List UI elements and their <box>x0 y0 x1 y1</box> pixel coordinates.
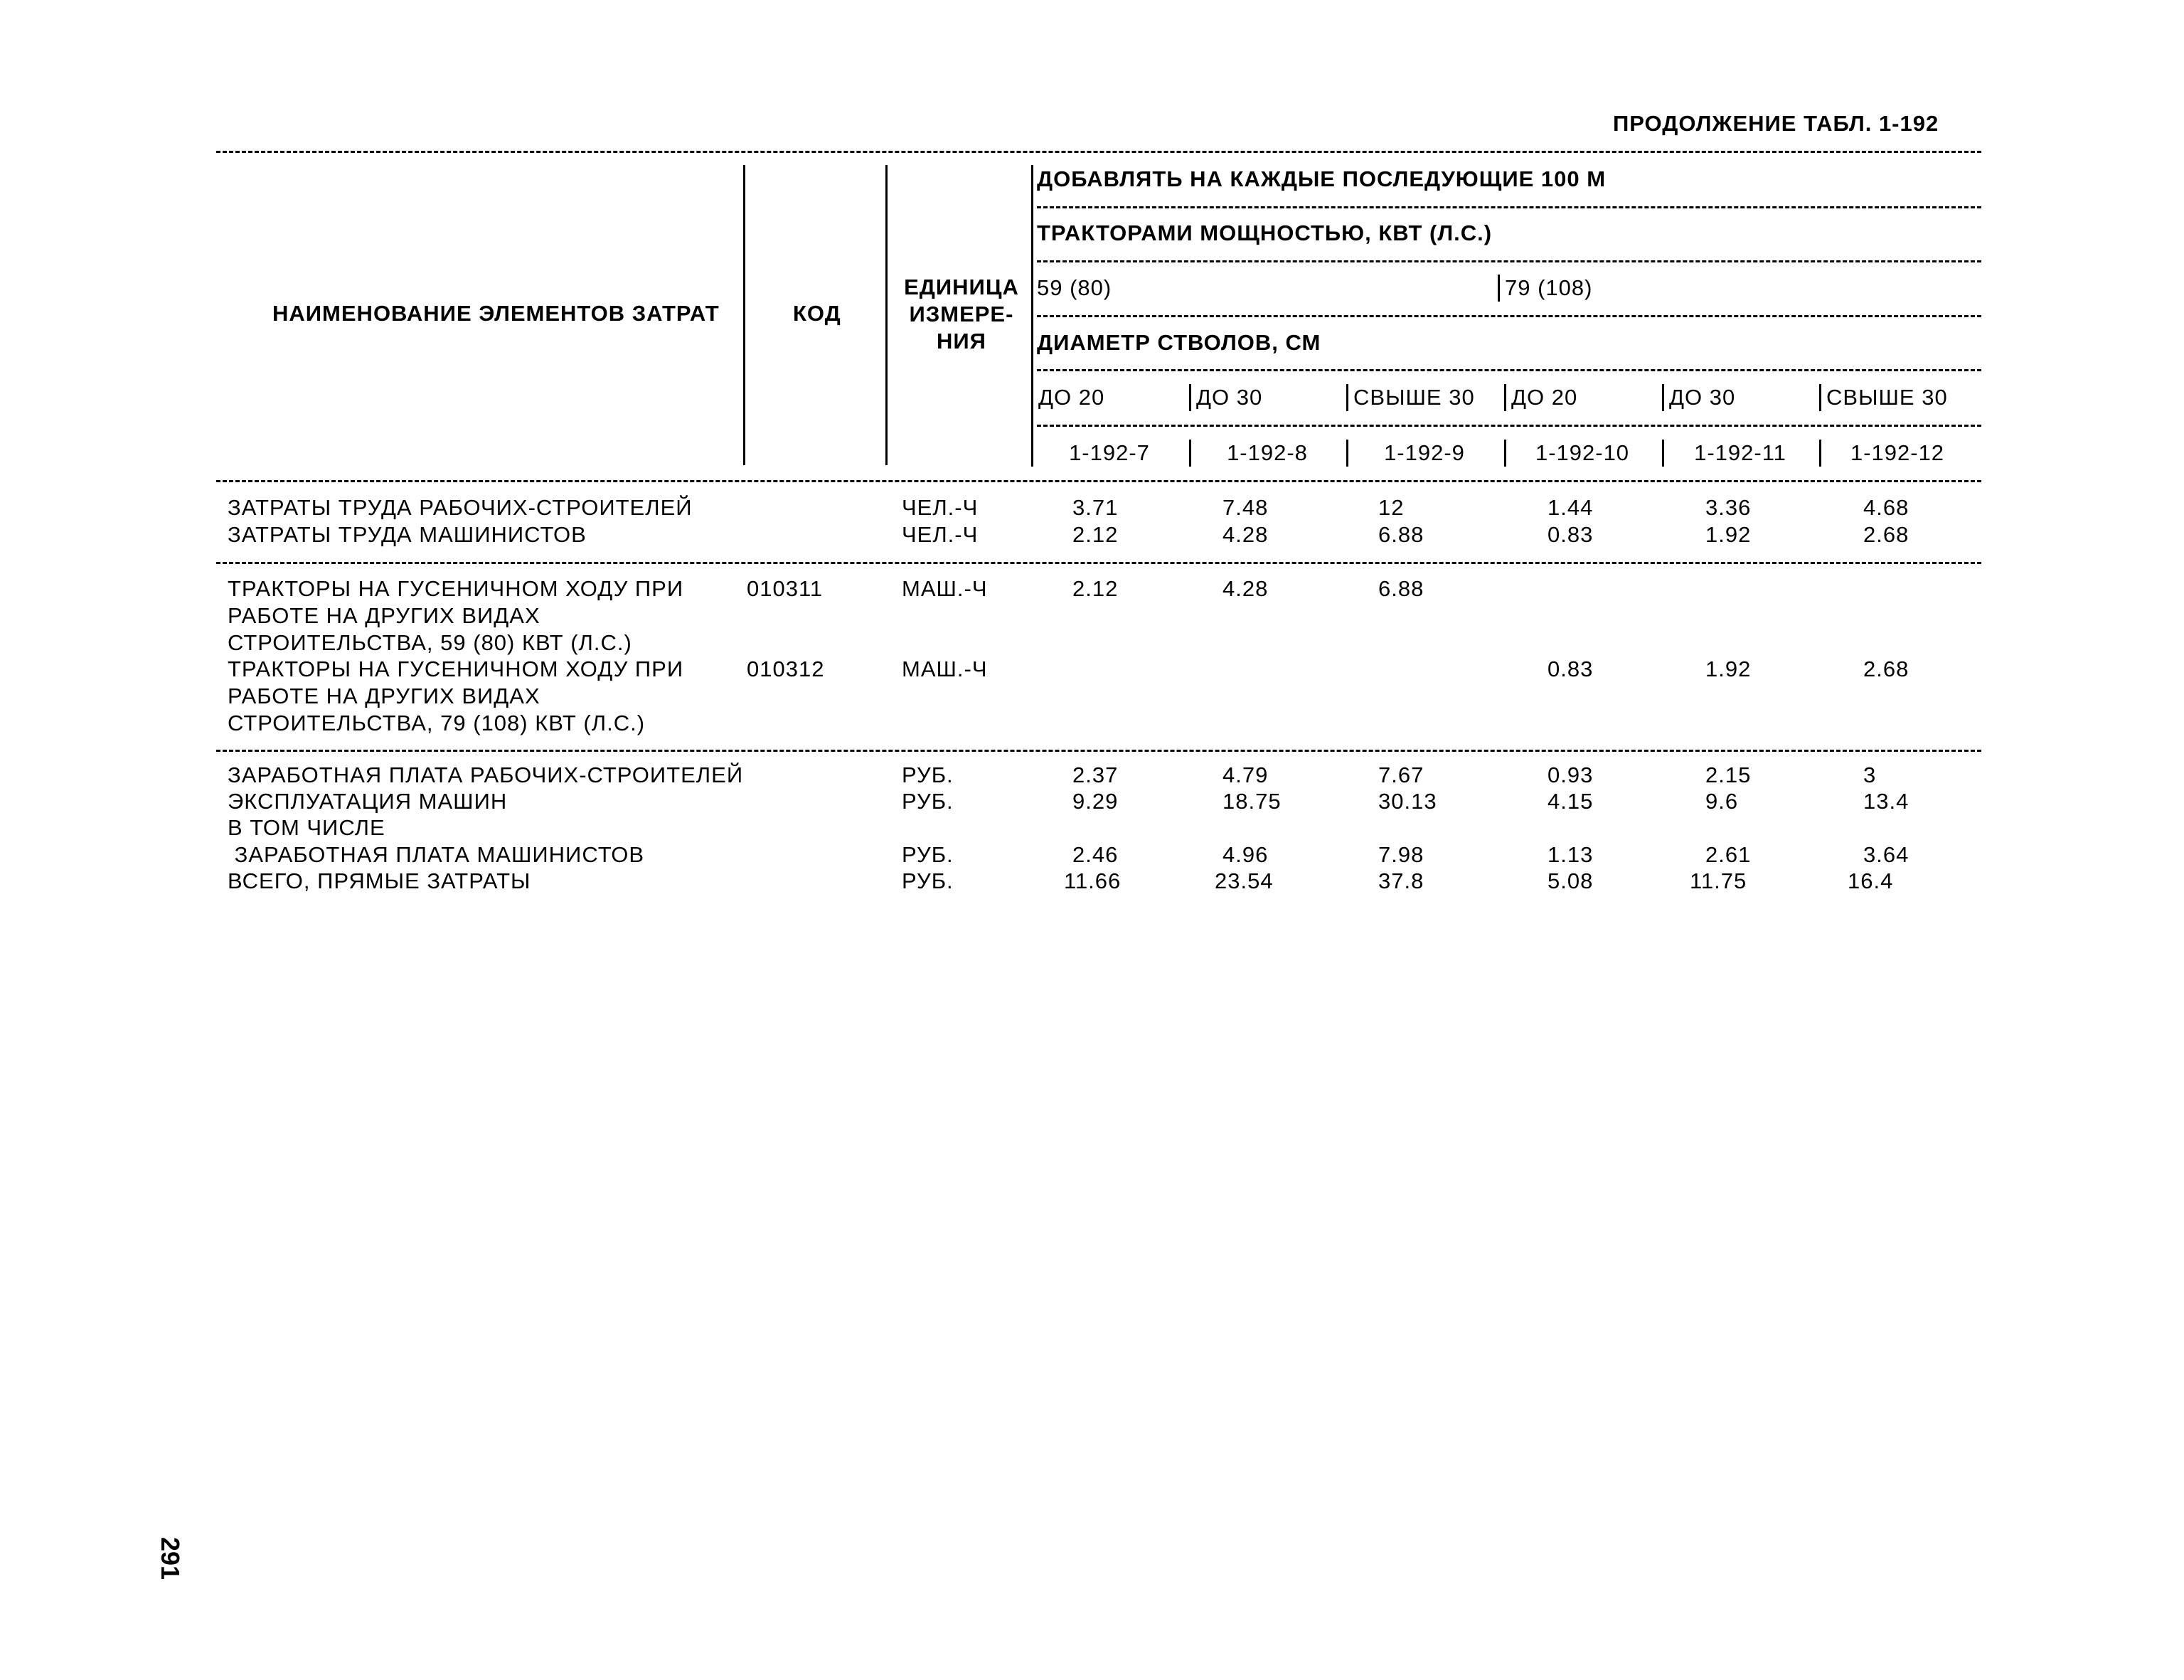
row-value: 11.66 <box>1064 868 1122 893</box>
row-value: 1.92 <box>1705 522 1752 547</box>
column-header-unit-line2: ИЗМЕРЕ- <box>909 302 1014 326</box>
row-value: 7.67 <box>1378 762 1424 787</box>
column-header-unit-line1: ЕДИНИЦА <box>904 275 1019 299</box>
rate-code-6: 1-192-12 <box>1850 440 1945 465</box>
row-name: ВСЕГО, ПРЯМЫЕ ЗАТРАТЫ <box>228 868 531 893</box>
row-value: 3.64 <box>1863 842 1909 867</box>
diam-label-3: СВЫШЕ 30 <box>1353 385 1475 410</box>
column-header-name: НАИМЕНОВАНИЕ ЭЛЕМЕНТОВ ЗАТРАТ <box>272 301 720 326</box>
row-value: 1.44 <box>1548 495 1594 520</box>
row-unit: МАШ.-Ч <box>902 656 988 681</box>
diam-label-6: СВЫШЕ 30 <box>1826 385 1948 410</box>
diam-label-4: ДО 20 <box>1511 385 1578 410</box>
row-value: 2.68 <box>1863 656 1909 681</box>
header-separator-name-code <box>743 165 745 465</box>
row-value: 1.13 <box>1548 842 1594 867</box>
power-label-59: 59 (80) <box>1037 275 1112 300</box>
row-value: 7.98 <box>1378 842 1424 867</box>
row-unit: ЧЕЛ.-Ч <box>902 495 979 520</box>
row-value: 4.28 <box>1222 522 1269 547</box>
row-name-line: СТРОИТЕЛЬСТВА, 79 (108) КВТ (Л.С.) <box>228 711 646 735</box>
diameter-header: ДИАМЕТР СТВОЛОВ, СМ <box>1037 330 1321 355</box>
diam-label-5: ДО 30 <box>1669 385 1736 410</box>
header-rule-2 <box>1037 260 1981 262</box>
row-name: ЗАТРАТЫ ТРУДА МАШИНИСТОВ <box>228 522 587 547</box>
row-value: 12 <box>1378 495 1405 520</box>
code-sep-5 <box>1662 440 1664 467</box>
row-value: 4.68 <box>1863 495 1909 520</box>
code-sep-4 <box>1504 440 1506 467</box>
row-value: 0.83 <box>1548 522 1594 547</box>
diam-sep-3 <box>1346 384 1348 411</box>
column-group-header: ДОБАВЛЯТЬ НА КАЖДЫЕ ПОСЛЕДУЮЩИЕ 100 М <box>1037 166 1607 191</box>
row-value: 2.15 <box>1705 762 1752 787</box>
row-name: ЗАРАБОТНАЯ ПЛАТА МАШИНИСТОВ <box>228 842 645 867</box>
row-value: 9.6 <box>1705 789 1739 814</box>
row-unit: РУБ. <box>902 789 954 814</box>
row-name-line: ТРАКТОРЫ НА ГУСЕНИЧНОМ ХОДУ ПРИ <box>228 576 684 601</box>
row-unit: РУБ. <box>902 842 954 867</box>
code-sep-1 <box>1031 440 1033 467</box>
power-label-79: 79 (108) <box>1505 275 1593 300</box>
row-code: 010311 <box>747 576 824 601</box>
row-unit: РУБ. <box>902 868 954 893</box>
header-rule-4 <box>1037 369 1981 371</box>
row-value: 18.75 <box>1222 789 1282 814</box>
row-value: 5.08 <box>1548 868 1594 893</box>
row-value: 6.88 <box>1378 576 1424 601</box>
row-value: 2.61 <box>1705 842 1752 867</box>
column-header-unit-line3: НИЯ <box>937 329 986 353</box>
header-rule-1 <box>1037 206 1981 208</box>
row-value: 30.13 <box>1378 789 1437 814</box>
row-value: 2.68 <box>1863 522 1909 547</box>
section-rule-1 <box>216 562 1981 564</box>
rate-code-2: 1-192-8 <box>1227 440 1308 465</box>
row-unit: ЧЕЛ.-Ч <box>902 522 979 547</box>
power-separator <box>1498 275 1500 302</box>
row-name: В ТОМ ЧИСЛЕ <box>228 815 385 840</box>
row-value: 2.12 <box>1072 522 1119 547</box>
diam-sep-2 <box>1189 384 1191 411</box>
row-value: 6.88 <box>1378 522 1424 547</box>
table-top-rule <box>216 151 1981 153</box>
row-value: 0.93 <box>1548 762 1594 787</box>
column-subgroup-header: ТРАКТОРАМИ МОЩНОСТЬЮ, КВТ (Л.С.) <box>1037 220 1493 245</box>
row-name: ЗАРАБОТНАЯ ПЛАТА РАБОЧИХ-СТРОИТЕЛЕЙ <box>228 762 744 787</box>
row-value: 2.37 <box>1072 762 1119 787</box>
row-value: 7.48 <box>1222 495 1269 520</box>
row-value: 4.79 <box>1222 762 1269 787</box>
table-continuation-caption: ПРОДОЛЖЕНИЕ ТАБЛ. 1-192 <box>1613 111 1939 136</box>
row-value: 13.4 <box>1863 789 1909 814</box>
row-unit: РУБ. <box>902 762 954 787</box>
diam-sep-5 <box>1662 384 1664 411</box>
row-value: 0.83 <box>1548 656 1594 681</box>
row-name-line: РАБОТЕ НА ДРУГИХ ВИДАХ <box>228 684 540 708</box>
diam-sep-1 <box>1031 384 1033 411</box>
row-code: 010312 <box>747 656 825 681</box>
rate-code-4: 1-192-10 <box>1535 440 1630 465</box>
code-sep-2 <box>1189 440 1191 467</box>
row-value: 4.96 <box>1222 842 1269 867</box>
column-header-code: КОД <box>793 301 841 326</box>
row-value: 9.29 <box>1072 789 1119 814</box>
code-sep-3 <box>1346 440 1348 467</box>
diam-sep-6 <box>1819 384 1821 411</box>
row-name: ЗАТРАТЫ ТРУДА РАБОЧИХ-СТРОИТЕЛЕЙ <box>228 495 693 520</box>
header-separator-code-unit <box>885 165 888 465</box>
row-value: 4.15 <box>1548 789 1594 814</box>
header-rule-3 <box>1037 315 1981 317</box>
code-sep-6 <box>1819 440 1821 467</box>
row-value: 2.12 <box>1072 576 1119 601</box>
row-name-line: СТРОИТЕЛЬСТВА, 59 (80) КВТ (Л.С.) <box>228 630 632 655</box>
header-bottom-rule <box>216 480 1981 482</box>
row-value: 3.36 <box>1705 495 1752 520</box>
row-value: 16.4 <box>1848 868 1894 893</box>
row-value: 4.28 <box>1222 576 1269 601</box>
rate-code-5: 1-192-11 <box>1694 440 1786 465</box>
row-name-line: РАБОТЕ НА ДРУГИХ ВИДАХ <box>228 603 540 628</box>
row-value: 3 <box>1863 762 1877 787</box>
row-value: 1.92 <box>1705 656 1752 681</box>
page-number: 291 <box>156 1536 186 1580</box>
diam-label-1: ДО 20 <box>1038 385 1105 410</box>
header-separator-unit-values <box>1031 165 1033 465</box>
rate-code-3: 1-192-9 <box>1384 440 1465 465</box>
row-value: 3.71 <box>1072 495 1119 520</box>
row-value: 2.46 <box>1072 842 1119 867</box>
row-name-line: ТРАКТОРЫ НА ГУСЕНИЧНОМ ХОДУ ПРИ <box>228 656 684 681</box>
rate-code-1: 1-192-7 <box>1069 440 1150 465</box>
diam-label-2: ДО 30 <box>1196 385 1263 410</box>
row-unit: МАШ.-Ч <box>902 576 988 601</box>
row-value: 11.75 <box>1690 868 1747 893</box>
diam-sep-4 <box>1504 384 1506 411</box>
row-name: ЭКСПЛУАТАЦИЯ МАШИН <box>228 789 508 814</box>
row-value: 37.8 <box>1378 868 1424 893</box>
header-rule-5 <box>1037 425 1981 427</box>
section-rule-2 <box>216 750 1981 752</box>
row-value: 23.54 <box>1215 868 1274 893</box>
